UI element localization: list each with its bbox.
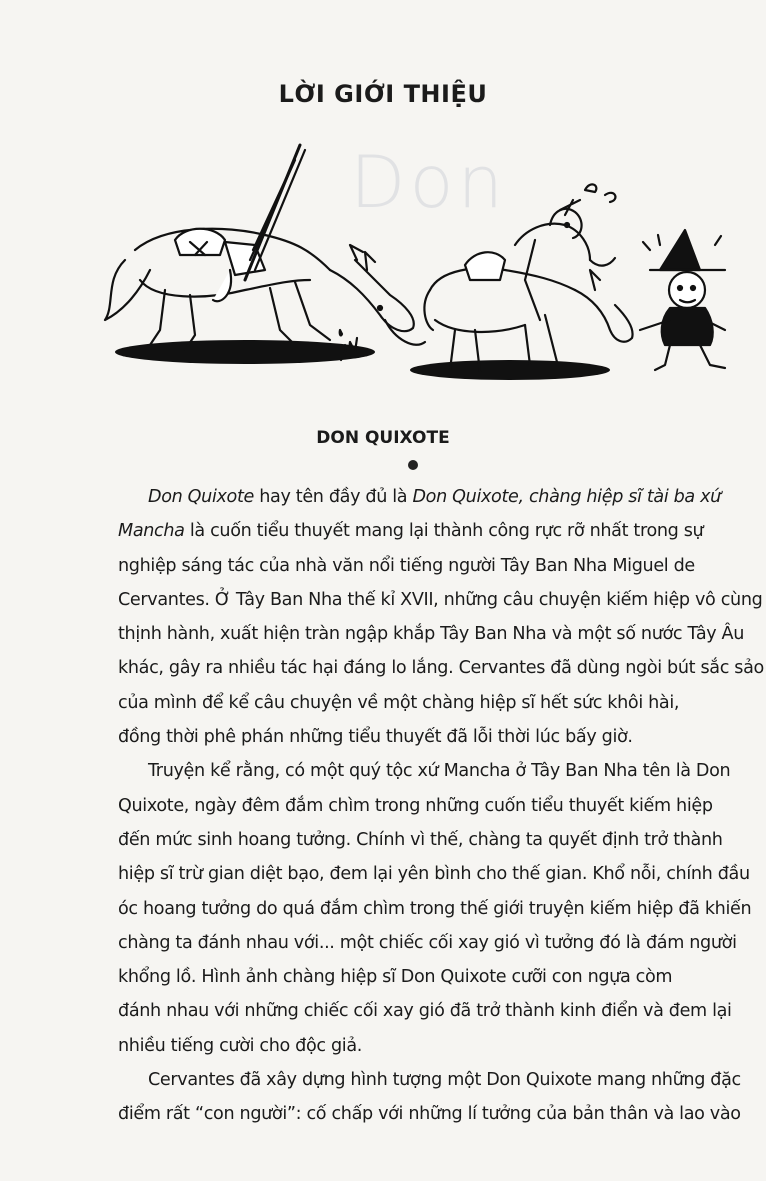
knight-icon bbox=[424, 184, 632, 372]
text-line: đến mức sinh hoang tưởng. Chính vì thế, chàng ta quyết định trở thành bbox=[118, 829, 723, 850]
text-line: khổng lồ. Hình ảnh chàng hiệp sĩ Don Quixote cưỡi con ngựa còm bbox=[118, 967, 673, 988]
text-line: nhiều tiếng cười cho độc giả. bbox=[118, 1035, 363, 1056]
text-line: óc hoang tưởng do quá đắm chìm trong thế giới truyện kiếm hiệp đã khiến bbox=[118, 898, 752, 919]
page-title: LỜI GIỚI THIỆU bbox=[278, 80, 488, 108]
text-line: Truyện kể rằng, có một quý tộc xứ Mancha ở Tây Ban Nha tên là Don bbox=[148, 761, 731, 782]
text-line: chàng ta đánh nhau với... một chiếc cối xay gió vì tưởng đó là đám người bbox=[118, 932, 737, 953]
text-line: điểm rất “con người”: cố chấp với những lí tưởng của bản thân và lao vào bbox=[118, 1104, 741, 1125]
text-span: là cuốn tiểu thuyết mang lại thành công rực rỡ nhất trong sự bbox=[184, 521, 704, 542]
bullet-divider bbox=[408, 460, 418, 470]
book-title-italic: Don Quixote, chàng hiệp sĩ tài ba xứ bbox=[412, 487, 721, 507]
text-line: nghiệp sáng tác của nhà văn nổi tiếng người Tây Ban Nha Miguel de bbox=[118, 555, 695, 576]
lance-icon bbox=[245, 145, 305, 280]
text-line: Quixote, ngày đêm đắm chìm trong những cuốn tiểu thuyết kiếm hiệp bbox=[118, 795, 713, 816]
book-title-italic: Don Quixote bbox=[148, 487, 254, 507]
show-through-text: Don bbox=[350, 140, 508, 224]
book-title-italic: Mancha bbox=[118, 521, 185, 542]
text-line bbox=[118, 480, 721, 514]
text-span: hay tên đầy đủ là bbox=[254, 487, 413, 507]
text-line: thịnh hành, xuất hiện tràn ngập khắp Tây Ban Nha và một số nước Tây Âu bbox=[118, 624, 745, 645]
text-line bbox=[118, 514, 718, 548]
text-line: Cervantes. Ở Tây Ban Nha thế kỉ XVII, những câu chuyện kiếm hiệp vô cùng bbox=[118, 589, 763, 610]
ground-shadow-right bbox=[410, 360, 610, 380]
text-line: đồng thời phê phán những tiểu thuyết đã lỗi thời lúc bấy giờ. bbox=[118, 727, 633, 748]
ground-shadow-left bbox=[115, 340, 375, 364]
text-line: của mình để kể câu chuyện về một chàng hiệp sĩ hết sức khôi hài, bbox=[118, 692, 680, 713]
squire-icon bbox=[640, 230, 725, 370]
text-line: Cervantes đã xây dựng hình tượng một Don Quixote mang những đặc bbox=[148, 1070, 741, 1091]
text-line: khác, gây ra nhiều tác hại đáng lo lắng. Cervantes đã dùng ngòi bút sắc sảo bbox=[118, 658, 764, 679]
chapter-title: DON QUIXOTE bbox=[316, 428, 450, 448]
don-quixote-illustration bbox=[95, 130, 745, 390]
body-text bbox=[118, 480, 764, 1132]
text-line: hiệp sĩ trừ gian diệt bạo, đem lại yên bình cho thế gian. Khổ nỗi, chính đầu bbox=[118, 864, 750, 885]
text-line: đánh nhau với những chiếc cối xay gió đã trở thành kinh điển và đem lại bbox=[118, 1001, 732, 1022]
